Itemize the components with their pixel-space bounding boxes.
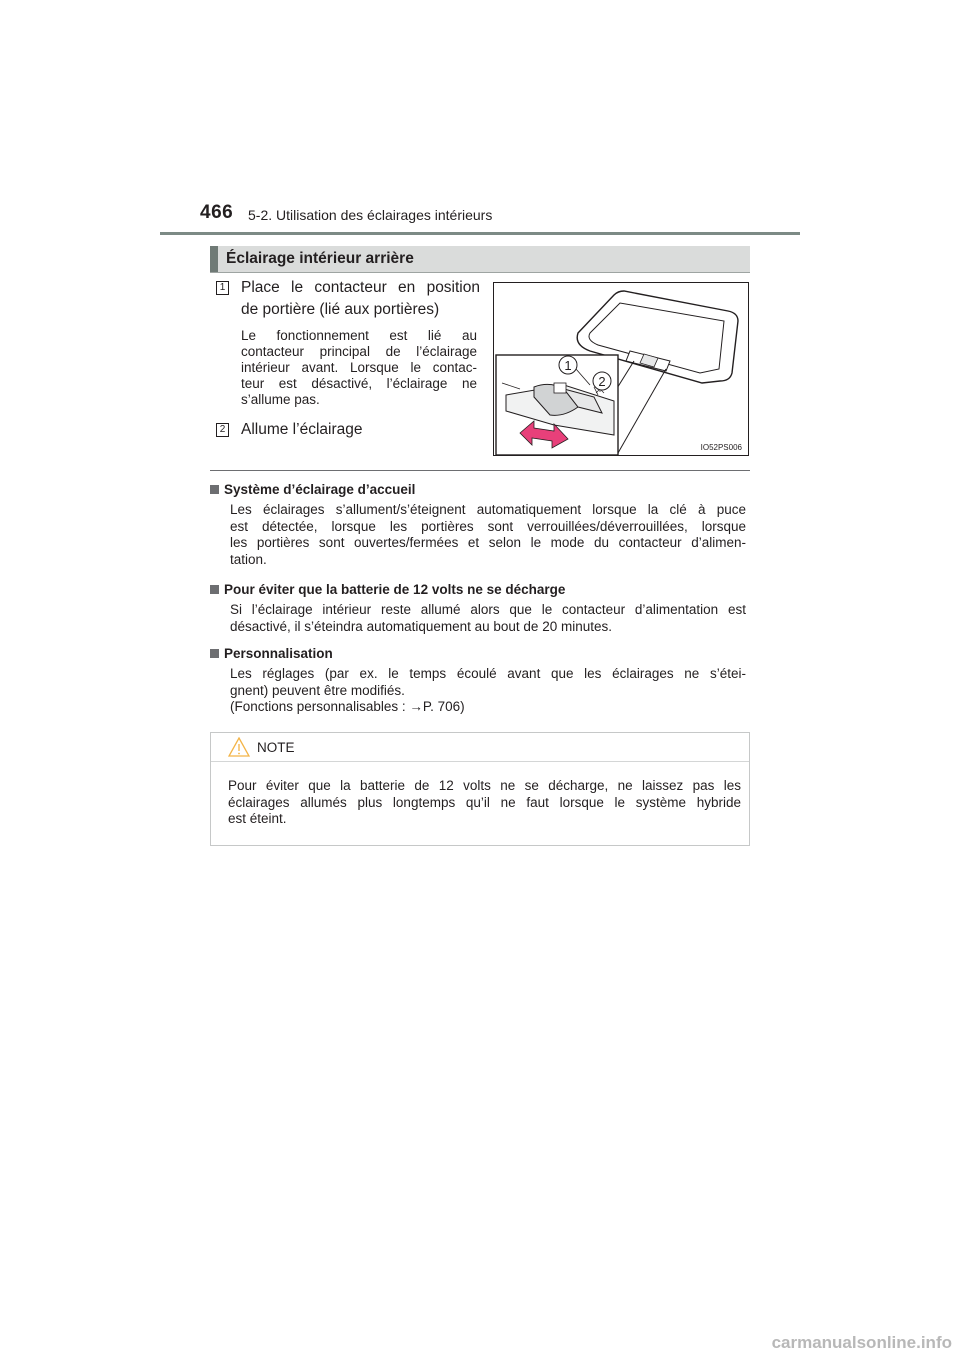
- note-welcome-lighting: [210, 482, 750, 568]
- item-title: [241, 277, 480, 321]
- header-rule: [160, 232, 800, 235]
- item-title-line: Place le contacteur en position: [241, 279, 480, 296]
- section-heading-bar: [210, 246, 218, 272]
- note-customization: [210, 646, 750, 716]
- note-line: gnent) peuvent être modifiés.: [230, 682, 405, 698]
- note-battery: [210, 582, 750, 635]
- note-line: Les éclairages s’allument/s’éteignent automatiquement lorsque la clé à puce: [230, 502, 746, 517]
- note-line: est détectée, lorsque les portières sont verrouillées/déverrouillées, lorsque: [230, 518, 746, 534]
- note-line: Les réglages (par ex. le temps écoulé avant que les éclairages ne s’étei-: [230, 666, 746, 681]
- item-title: Allume l’éclairage: [241, 421, 363, 438]
- note-body: [230, 502, 746, 568]
- item-2: [210, 418, 480, 442]
- note-heading: Pour éviter que la batterie de 12 volts ne se décharge: [210, 582, 750, 597]
- item-title-line: de portière (lié aux portières): [241, 301, 440, 318]
- note-line: tation.: [230, 551, 267, 567]
- note-line: (Fonctions personnalisables : →P. 706): [230, 699, 465, 714]
- note-line: désactivé, il s’éteindra automatiquement au bout de 20 minutes.: [230, 618, 612, 634]
- rear-interior-light-drawing: [494, 283, 748, 455]
- notice-box: [210, 732, 750, 846]
- running-header: 5-2. Utilisation des éclairages intérieurs: [248, 207, 493, 223]
- section-heading: [210, 246, 750, 273]
- bullet-square-icon: [210, 485, 219, 494]
- item-number-badge: 2: [216, 423, 229, 437]
- illustration-code: IO52PS006: [700, 443, 742, 452]
- note-heading: Personnalisation: [210, 646, 750, 661]
- bullet-square-icon: [210, 649, 219, 658]
- notice-line: éclairages allumés plus longtemps qu’il ne faut lorsque le système hybride: [228, 794, 741, 810]
- note-line: Si l’éclairage intérieur reste allumé alors que le contacteur d’alimentation est: [230, 602, 746, 617]
- callout-2: 2: [598, 374, 606, 389]
- notice-label: NOTE: [257, 740, 295, 755]
- notice-line: est éteint.: [228, 811, 287, 826]
- item-description: [241, 328, 477, 408]
- item-number-badge: 1: [216, 281, 229, 295]
- rear-interior-light-illustration: [493, 282, 749, 456]
- item-description-line: intérieur avant. Lorsque le contac-: [241, 360, 477, 375]
- notice-line: Pour éviter que la batterie de 12 volts ne se décharge, ne laissez pas les: [228, 778, 741, 793]
- section-divider: [210, 470, 750, 471]
- callout-1: 1: [564, 358, 572, 373]
- item-description-line: s’allume pas.: [241, 392, 320, 407]
- item-description-line: teur est désactivé, l’éclairage ne: [241, 376, 477, 391]
- note-body: [230, 666, 746, 716]
- notice-header: [211, 733, 749, 762]
- note-heading: Système d’éclairage d’accueil: [210, 482, 750, 497]
- note-line: les portières sont ouvertes/fermées et selon le mode du contacteur d’alimen-: [230, 535, 746, 550]
- bullet-square-icon: [210, 585, 219, 594]
- note-body: [230, 602, 746, 635]
- watermark: carmanualsonline.info: [771, 1333, 952, 1352]
- item-description-line: Le fonctionnement est lié au: [241, 328, 477, 343]
- item-description-line: contacteur principal de l’éclairage: [241, 344, 477, 359]
- section-title: Éclairage intérieur arrière: [226, 250, 414, 267]
- page-number: 466: [200, 202, 234, 223]
- warning-triangle-icon: [228, 737, 250, 757]
- notice-body: [228, 778, 741, 828]
